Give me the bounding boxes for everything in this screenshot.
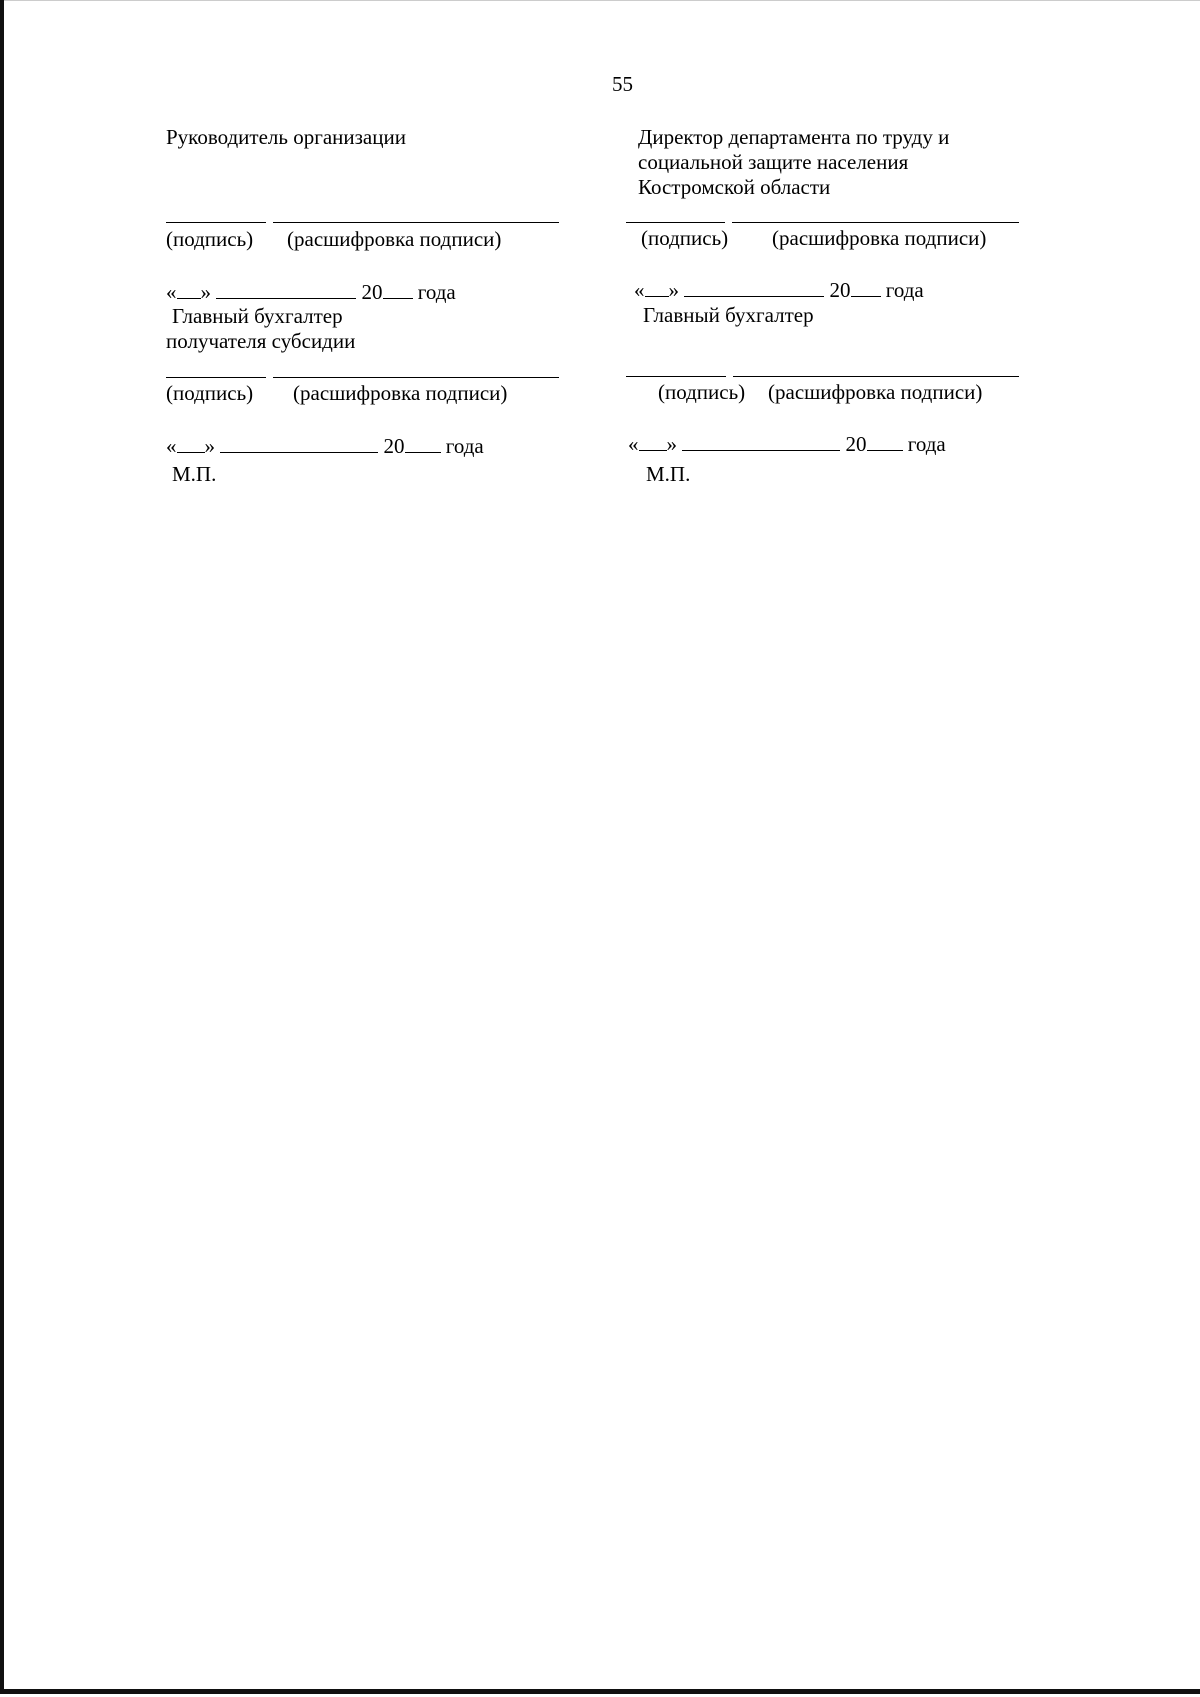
scan-edge-top [0,0,1200,1]
date-year-prefix: 20 [829,278,851,302]
right-accountant-decoding-caption: (расшифровка подписи) [768,380,983,404]
left-accountant-decoding-line [273,377,559,378]
right-accountant-signature-line [626,376,726,377]
left-accountant-signature-caption: (подпись) [166,381,254,405]
date-year-blank[interactable] [405,433,441,453]
date-day-blank[interactable] [645,277,669,297]
right-date-field-2 [628,431,946,457]
right-accountant-signature-caption: (подпись) [658,380,746,404]
date-year-blank[interactable] [851,277,881,297]
left-accountant-subtitle: получателя субсидии [166,329,356,353]
right-accountant-decoding-line [733,376,1019,377]
date-year-blank[interactable] [867,431,903,451]
date-year-prefix: 20 [383,434,405,458]
date-year-prefix: 20 [361,280,383,304]
right-date-field [634,277,924,303]
date-day-blank[interactable] [639,431,667,451]
right-decoding-caption: (расшифровка подписи) [772,226,987,250]
page-number: 55 [612,72,633,96]
date-year-suffix: года [417,280,456,304]
scan-edge-bottom [0,1689,1200,1694]
date-open-quote: « [166,434,177,458]
right-signature-caption: (подпись) [641,226,729,250]
date-month-blank[interactable] [216,279,356,299]
date-day-blank[interactable] [177,433,205,453]
left-accountant-title: Главный бухгалтер [172,304,343,328]
right-signature-line [626,222,725,223]
left-title: Руководитель организации [166,125,406,149]
date-day-blank[interactable] [177,279,201,299]
left-stamp-label: М.П. [172,462,217,486]
date-close-quote: » [200,280,211,304]
left-date-field-2 [166,433,484,459]
left-accountant-decoding-caption: (расшифровка подписи) [293,381,508,405]
date-year-suffix: года [445,434,484,458]
date-month-blank[interactable] [682,431,840,451]
right-title-line-1: Директор департамента по труду и [638,125,950,149]
left-date-field [166,279,456,305]
scan-edge-left [0,0,4,1692]
date-close-quote: » [204,434,215,458]
left-decoding-caption: (расшифровка подписи) [287,227,502,251]
date-year-suffix: года [907,432,946,456]
right-title-line-2: социальной защите населения [638,150,909,174]
right-stamp-label: М.П. [646,462,691,486]
left-signature-caption: (подпись) [166,227,254,251]
date-year-blank[interactable] [383,279,413,299]
date-open-quote: « [628,432,639,456]
left-decoding-line [273,222,559,223]
left-accountant-signature-line [166,377,266,378]
date-open-quote: « [634,278,645,302]
date-month-blank[interactable] [684,277,824,297]
date-month-blank[interactable] [220,433,378,453]
right-title-line-3: Костромской области [638,175,831,199]
right-accountant-title: Главный бухгалтер [643,303,814,327]
date-open-quote: « [166,280,177,304]
date-close-quote: » [666,432,677,456]
left-signature-line [166,222,266,223]
date-close-quote: » [668,278,679,302]
right-decoding-line [732,222,1019,223]
date-year-prefix: 20 [845,432,867,456]
date-year-suffix: года [885,278,924,302]
